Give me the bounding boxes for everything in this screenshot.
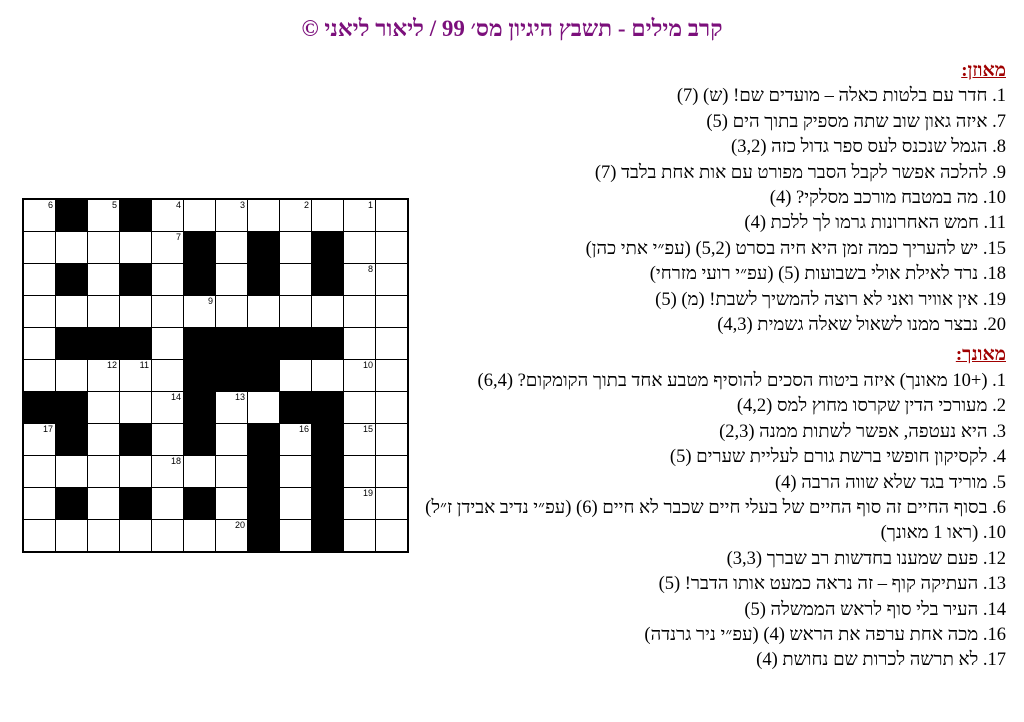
page-title: קרב מילים - תשבץ היגיון מס׳ 99 / ליאור ליאני © (301, 16, 723, 41)
grid-block-cell (248, 520, 280, 553)
clue-item (398, 521, 1006, 546)
grid-cell-number: 14 (170, 392, 181, 402)
grid-cell[interactable] (23, 264, 56, 296)
grid-cell[interactable] (248, 199, 280, 232)
grid-cell[interactable] (216, 232, 248, 264)
grid-row (23, 456, 408, 488)
grid-cell[interactable] (216, 296, 248, 328)
grid-cell[interactable] (88, 199, 120, 232)
grid-cell[interactable] (23, 520, 56, 553)
grid-block-cell (312, 488, 344, 520)
grid-row (23, 296, 408, 328)
clue-text: הגמל שנכנס לעס ספר גדול כזה (3,2) (731, 137, 993, 158)
clue-item (398, 237, 1006, 262)
grid-cell[interactable] (280, 199, 312, 232)
clues-panel (398, 58, 1006, 674)
grid-block-cell (56, 488, 88, 520)
clue-item (398, 84, 1006, 109)
grid-cell[interactable] (312, 199, 344, 232)
grid-cell-number: 5 (111, 200, 117, 210)
grid-cell-number: 6 (47, 200, 53, 210)
clue-item (398, 598, 1006, 623)
grid-cell[interactable] (184, 520, 216, 553)
clue-number: 4. (992, 447, 1006, 468)
grid-cell[interactable] (280, 232, 312, 264)
grid-cell-number: 11 (139, 360, 149, 370)
clue-text: מה במטבח מורכב מסלקי? (4) (769, 188, 983, 209)
grid-cell[interactable] (344, 520, 376, 553)
clue-item (398, 623, 1006, 648)
grid-cell[interactable] (344, 232, 376, 264)
grid-block-cell (120, 488, 152, 520)
grid-cell[interactable] (88, 360, 120, 392)
clue-text: מעורכי הדין שקרסו מחוץ למס (4,2) (736, 396, 993, 417)
grid-cell[interactable] (312, 296, 344, 328)
clue-text: מוריד בגד שלא שווה הרבה (4) (774, 472, 993, 493)
grid-cell[interactable] (120, 296, 152, 328)
grid-cell[interactable] (88, 296, 120, 328)
grid-block-cell (184, 488, 216, 520)
grid-cell[interactable] (152, 456, 184, 488)
clue-item (398, 369, 1006, 394)
grid-cell[interactable] (344, 328, 376, 360)
grid-row (23, 392, 408, 424)
clue-item (398, 648, 1006, 673)
clue-item (398, 135, 1006, 160)
grid-block-cell (248, 232, 280, 264)
grid-block-cell (56, 328, 88, 360)
clue-text: חדר עם בלטות כאלה – מועדים שם! (ש) (7) (676, 86, 993, 107)
grid-cell[interactable] (216, 424, 248, 456)
grid-cell[interactable] (152, 360, 184, 392)
grid-cell[interactable] (184, 456, 216, 488)
grid-cell[interactable] (280, 488, 312, 520)
grid-cell[interactable] (280, 296, 312, 328)
grid-cell-number: 9 (207, 296, 213, 306)
clue-number: 20. (982, 315, 1006, 336)
clue-text: לקסיקון חופשי ברשת גורם לעליית שערים (5) (669, 447, 993, 468)
grid-cell[interactable] (248, 392, 280, 424)
grid-cell[interactable] (248, 296, 280, 328)
clue-number: 8. (992, 137, 1006, 158)
grid-cell-number: 19 (362, 488, 373, 498)
crossword-grid[interactable] (22, 198, 409, 553)
clue-number: 19. (982, 289, 1006, 310)
grid-block-cell (248, 328, 280, 360)
grid-cell[interactable] (23, 360, 56, 392)
grid-block-cell (88, 328, 120, 360)
clue-item (398, 262, 1006, 287)
clue-number: 1. (992, 370, 1006, 391)
grid-cell[interactable] (23, 456, 56, 488)
grid-cell[interactable] (280, 424, 312, 456)
grid-row (23, 488, 408, 520)
grid-cell[interactable] (216, 520, 248, 553)
across-clue-list (398, 84, 1006, 338)
grid-cell-number: 13 (234, 392, 245, 402)
grid-cell[interactable] (312, 360, 344, 392)
clue-number: 5. (992, 472, 1006, 493)
clue-number: 13. (982, 574, 1006, 595)
grid-cell[interactable] (88, 264, 120, 296)
clue-number: 18. (982, 264, 1006, 285)
clue-text: היא נעטפה, אפשר לשתות ממנה (2,3) (719, 421, 993, 442)
grid-block-cell (312, 424, 344, 456)
grid-cell-number: 20 (234, 520, 245, 530)
grid-row (23, 328, 408, 360)
clue-text: פעם שמענו בחדשות רב שברך (3,3) (726, 548, 983, 569)
clue-number: 6. (992, 497, 1006, 518)
clue-number: 15. (982, 238, 1006, 259)
grid-cell[interactable] (152, 264, 184, 296)
grid-cell[interactable] (152, 296, 184, 328)
crossword-table[interactable] (22, 198, 409, 553)
clue-text: לא תרשה לכרות שם נחושת (4) (756, 650, 983, 671)
grid-cell[interactable] (344, 456, 376, 488)
grid-cell[interactable] (344, 392, 376, 424)
grid-block-cell (248, 424, 280, 456)
grid-row (23, 360, 408, 392)
clue-number: 9. (992, 162, 1006, 183)
clue-item (398, 420, 1006, 445)
grid-cell[interactable] (152, 199, 184, 232)
grid-block-cell (120, 424, 152, 456)
clue-text: (ראו 1 מאונך) (880, 523, 983, 544)
grid-block-cell (216, 360, 248, 392)
grid-cell[interactable] (120, 520, 152, 553)
clue-text: יש להעריך כמה זמן היא חיה בסרט (5,2) (עפ״י אתי כהן) (585, 238, 983, 259)
grid-cell[interactable] (23, 328, 56, 360)
down-heading: מאונך: (955, 344, 1006, 366)
clue-text: העיר בלי סוף לראש הממשלה (5) (744, 599, 983, 620)
clue-number: 11. (983, 213, 1006, 234)
grid-cell-number: 17 (42, 424, 53, 434)
grid-cell[interactable] (88, 424, 120, 456)
grid-cell[interactable] (280, 456, 312, 488)
grid-block-cell (248, 456, 280, 488)
grid-row (23, 199, 408, 232)
grid-cell[interactable] (88, 488, 120, 520)
grid-cell[interactable] (216, 392, 248, 424)
grid-cell[interactable] (216, 199, 248, 232)
clue-number: 14. (982, 599, 1006, 620)
grid-block-cell (312, 232, 344, 264)
grid-block-cell (280, 392, 312, 424)
grid-cell[interactable] (344, 264, 376, 296)
grid-row (23, 520, 408, 553)
clue-item (398, 288, 1006, 313)
clue-text: להלכה אפשר לקבל הסבר מפורט עם אות אחת בלבד (7) (594, 162, 993, 183)
grid-cell[interactable] (88, 232, 120, 264)
grid-row (23, 424, 408, 456)
grid-cell[interactable] (56, 360, 88, 392)
grid-block-cell (120, 199, 152, 232)
grid-cell[interactable] (152, 392, 184, 424)
grid-cell[interactable] (216, 456, 248, 488)
grid-cell[interactable] (88, 456, 120, 488)
grid-cell[interactable] (23, 199, 56, 232)
grid-cell[interactable] (152, 232, 184, 264)
grid-block-cell (23, 392, 56, 424)
grid-cell-number: 10 (362, 360, 373, 370)
grid-cell[interactable] (120, 360, 152, 392)
grid-cell[interactable] (344, 296, 376, 328)
grid-cell[interactable] (344, 199, 376, 232)
down-clue-list (398, 369, 1006, 674)
clue-number: 10. (982, 523, 1006, 544)
clue-text: נרד לאילת אולי בשבועות (5) (עפ״י רועי מזרחי) (649, 264, 983, 285)
grid-row (23, 264, 408, 296)
grid-block-cell (280, 328, 312, 360)
grid-cell-number: 4 (175, 200, 181, 210)
grid-cell[interactable] (152, 520, 184, 553)
grid-cell[interactable] (120, 392, 152, 424)
clue-text: מכה אחת ערפה את הראש (4) (עפ״י ניר גרנדה) (644, 624, 983, 645)
clue-item (398, 496, 1006, 521)
grid-cell[interactable] (184, 199, 216, 232)
grid-block-cell (248, 488, 280, 520)
grid-block-cell (248, 360, 280, 392)
grid-cell[interactable] (280, 264, 312, 296)
grid-block-cell (312, 392, 344, 424)
clue-item (398, 110, 1006, 135)
clue-text: אין אוויר ואני לא רוצה להמשיך לשבת! (מ) (5) (655, 289, 983, 310)
clue-text: חמש האחרונות גרמו לך ללכת (4) (744, 213, 984, 234)
grid-cell[interactable] (120, 232, 152, 264)
grid-cell[interactable] (120, 456, 152, 488)
grid-block-cell (184, 232, 216, 264)
grid-block-cell (184, 264, 216, 296)
grid-block-cell (120, 328, 152, 360)
clue-item (398, 445, 1006, 470)
grid-cell[interactable] (23, 232, 56, 264)
grid-block-cell (312, 520, 344, 553)
clue-number: 3. (992, 421, 1006, 442)
grid-cell[interactable] (216, 264, 248, 296)
clue-text: העתיקה קוף – זה נראה כמעט אותו הדבר! (5) (658, 574, 983, 595)
clue-item (398, 161, 1006, 186)
grid-block-cell (312, 264, 344, 296)
clue-number: 17. (982, 650, 1006, 671)
clue-item (398, 471, 1006, 496)
grid-cell-number: 1 (367, 200, 373, 210)
grid-cell-number: 8 (367, 264, 373, 274)
clue-number: 7. (992, 111, 1006, 132)
grid-cell[interactable] (23, 424, 56, 456)
grid-cell-number: 12 (106, 360, 117, 370)
clue-number: 10. (982, 188, 1006, 209)
grid-cell[interactable] (56, 296, 88, 328)
clue-number: 12. (982, 548, 1006, 569)
grid-block-cell (184, 424, 216, 456)
clue-item (398, 313, 1006, 338)
grid-block-cell (312, 456, 344, 488)
grid-cell-number: 7 (175, 232, 181, 242)
grid-block-cell (184, 360, 216, 392)
clue-text: איזה גאון שוב שתה מספיק בתוך הים (5) (706, 111, 993, 132)
clue-item (398, 186, 1006, 211)
grid-cell[interactable] (88, 392, 120, 424)
grid-cell[interactable] (152, 424, 184, 456)
clue-number: 1. (992, 86, 1006, 107)
grid-block-cell (248, 264, 280, 296)
clue-item (398, 211, 1006, 236)
grid-cell[interactable] (344, 360, 376, 392)
grid-cell[interactable] (344, 488, 376, 520)
grid-block-cell (312, 328, 344, 360)
grid-block-cell (56, 392, 88, 424)
grid-cell[interactable] (23, 296, 56, 328)
grid-cell[interactable] (56, 520, 88, 553)
grid-cell-number: 16 (298, 424, 309, 434)
clue-item (398, 547, 1006, 572)
grid-cell[interactable] (280, 520, 312, 553)
grid-cell-number: 18 (170, 456, 181, 466)
grid-block-cell (56, 264, 88, 296)
grid-cell[interactable] (88, 520, 120, 553)
grid-block-cell (184, 328, 216, 360)
grid-cell-number: 3 (239, 200, 245, 210)
clue-text: נבצר ממנו לשאול שאלה גשמית (4,3) (717, 315, 983, 336)
grid-block-cell (56, 199, 88, 232)
grid-cell[interactable] (344, 424, 376, 456)
grid-cell[interactable] (184, 296, 216, 328)
grid-block-cell (120, 264, 152, 296)
clue-text: (+10 מאונך) איזה ביטוח הסכים להוסיף מטבע אחד בתוך הקומקום? (6,4) (477, 370, 993, 391)
across-heading: מאוזן: (961, 60, 1006, 81)
grid-cell[interactable] (280, 360, 312, 392)
grid-cell[interactable] (152, 328, 184, 360)
grid-cell-number: 15 (362, 424, 373, 434)
grid-block-cell (56, 424, 88, 456)
grid-cell-number: 2 (303, 200, 309, 210)
clue-item (398, 394, 1006, 419)
grid-cell[interactable] (23, 488, 56, 520)
clue-item (398, 572, 1006, 597)
grid-cell[interactable] (216, 488, 248, 520)
clue-text: בסוף החיים זה סוף החיים של בעלי חיים שכבר לא חיים (6) (עפ״י נדיב אבידן ז״ל) (425, 497, 993, 518)
grid-row (23, 232, 408, 264)
clue-number: 16. (982, 624, 1006, 645)
grid-block-cell (184, 392, 216, 424)
grid-cell[interactable] (152, 488, 184, 520)
grid-block-cell (216, 328, 248, 360)
grid-cell[interactable] (56, 232, 88, 264)
clue-number: 2. (992, 396, 1006, 417)
grid-cell[interactable] (56, 456, 88, 488)
